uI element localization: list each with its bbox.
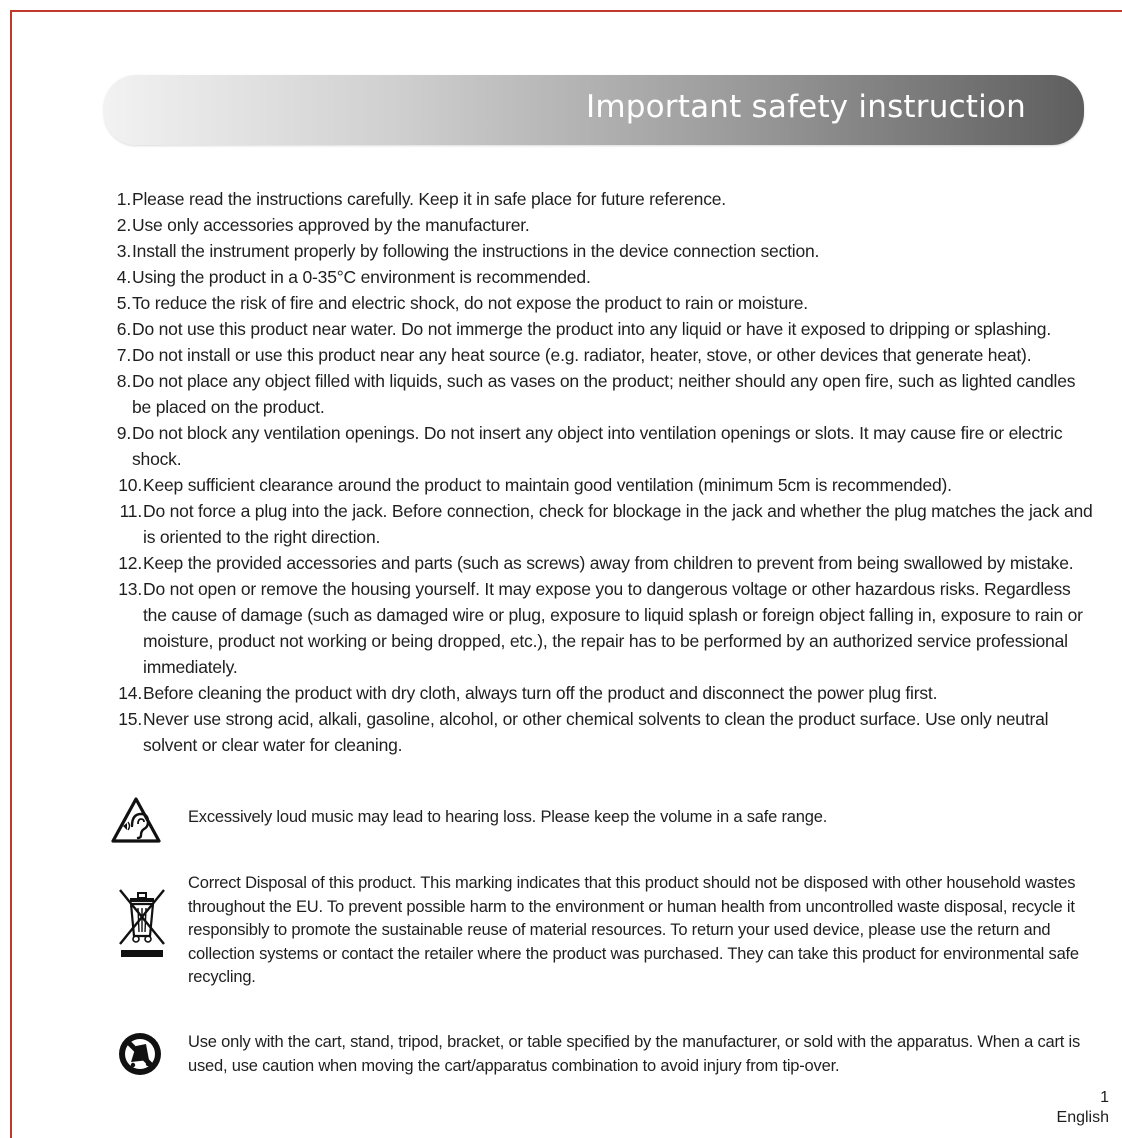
page-footer	[1057, 1088, 1109, 1128]
instruction-number: 11.	[119, 501, 142, 521]
language-label: English	[1056, 1109, 1109, 1126]
instruction-item	[104, 264, 1094, 290]
instruction-text: Do not place any object filled with liquids, such as vases on the product; neither should any open fire, such as lighted candles be placed on the product.	[132, 371, 1076, 417]
instruction-text: Do not block any ventilation openings. Do not insert any object into ventilation openings or slots. It may cause fire or electric shock.	[132, 423, 1063, 469]
instruction-item	[104, 212, 1094, 238]
hearing-notice	[104, 796, 1094, 846]
hearing-warning-icon	[110, 796, 162, 846]
instruction-text: To reduce the risk of fire and electric shock, do not expose the product to rain or moisture.	[132, 293, 808, 313]
instruction-text: Please read the instructions carefully. Keep it in safe place for future reference.	[132, 189, 726, 209]
disposal-notice-text: Correct Disposal of this product. This marking indicates that this product should not be disposed with other household wastes throughout the EU. To prevent possible harm to the environment or human health from uncontrolled waste disposal, recycle it responsibly to promote the sustainable reuse of material resources. To return your used device, please use the return and collection systems or contact the retailer where the product was purchased. They can take this product for environmental safe recycling.	[188, 874, 1079, 986]
instruction-list	[104, 186, 1094, 758]
instruction-number: 9.	[116, 423, 131, 443]
instruction-item	[104, 498, 1094, 550]
instruction-item	[104, 576, 1094, 680]
instruction-number: 3.	[116, 241, 131, 261]
instruction-item	[104, 550, 1094, 576]
instruction-number: 6.	[116, 319, 131, 339]
page-number: 1	[1100, 1089, 1109, 1106]
instruction-item	[104, 316, 1094, 342]
instruction-number: 2.	[116, 215, 131, 235]
instruction-item	[104, 368, 1094, 420]
cart-notice-text: Use only with the cart, stand, tripod, bracket, or table specified by the manufacturer, or sold with the apparatus. When a cart is used, use caution when moving the cart/apparatus combination to avoid injury from tip-over.	[188, 1033, 1081, 1075]
instruction-item	[104, 238, 1094, 264]
disposal-notice	[104, 872, 1094, 996]
instruction-text: Never use strong acid, alkali, gasoline, alcohol, or other chemical solvents to clean the product surface. Use only neutral solvent or clear water for cleaning.	[143, 709, 1049, 755]
instruction-number: 4.	[116, 267, 131, 287]
instruction-item	[104, 706, 1094, 758]
instruction-number: 12.	[118, 553, 142, 573]
instruction-number: 14.	[118, 683, 142, 703]
crossed-bin-icon	[114, 886, 170, 958]
instruction-item	[104, 290, 1094, 316]
instruction-number: 1.	[116, 189, 131, 209]
instruction-text: Do not force a plug into the jack. Before connection, check for blockage in the jack and whether the plug matches the jack and is oriented to the right direction.	[143, 501, 1093, 547]
instruction-number: 8.	[116, 371, 131, 391]
instruction-text: Do not install or use this product near any heat source (e.g. radiator, heater, stove, or other devices that generate heat).	[132, 345, 1032, 365]
title-banner	[104, 75, 1084, 145]
instruction-text: Before cleaning the product with dry cloth, always turn off the product and disconnect the power plug first.	[143, 683, 938, 703]
instruction-text: Do not use this product near water. Do not immerge the product into any liquid or have it exposed to dripping or splashing.	[132, 319, 1051, 339]
instruction-text: Keep sufficient clearance around the product to maintain good ventilation (minimum 5cm is recommended).	[143, 475, 952, 495]
instruction-number: 10.	[118, 475, 142, 495]
instruction-number: 7.	[116, 345, 131, 365]
instruction-item	[104, 680, 1094, 706]
instruction-text: Do not open or remove the housing yourself. It may expose you to dangerous voltage or other hazardous risks. Regardless the cause of damage (such as damaged wire or plug, exposure to liquid splash or foreign object falling in, exposure to rain or moisture, product not working or being dropped, etc.), the repair has to be performed by an authorized service professional immediately.	[143, 579, 1083, 677]
instruction-item	[104, 472, 1094, 498]
hearing-notice-text: Excessively loud music may lead to hearing loss. Please keep the volume in a safe range.	[188, 808, 828, 826]
instruction-item	[104, 420, 1094, 472]
instruction-number: 5.	[116, 293, 131, 313]
instruction-number: 15.	[118, 709, 142, 729]
cart-notice	[104, 1030, 1094, 1080]
instruction-number: 13.	[118, 579, 142, 599]
instruction-text: Keep the provided accessories and parts (such as screws) away from children to prevent from being swallowed by mistake.	[143, 553, 1074, 573]
instruction-item	[104, 186, 1094, 212]
instruction-item	[104, 342, 1094, 368]
instruction-text: Install the instrument properly by following the instructions in the device connection section.	[132, 241, 820, 261]
page-title: Important safety instruction	[585, 89, 1026, 125]
instruction-text: Using the product in a 0-35°C environment is recommended.	[132, 267, 591, 287]
instruction-text: Use only accessories approved by the manufacturer.	[132, 215, 530, 235]
cart-tip-over-icon	[116, 1030, 164, 1078]
